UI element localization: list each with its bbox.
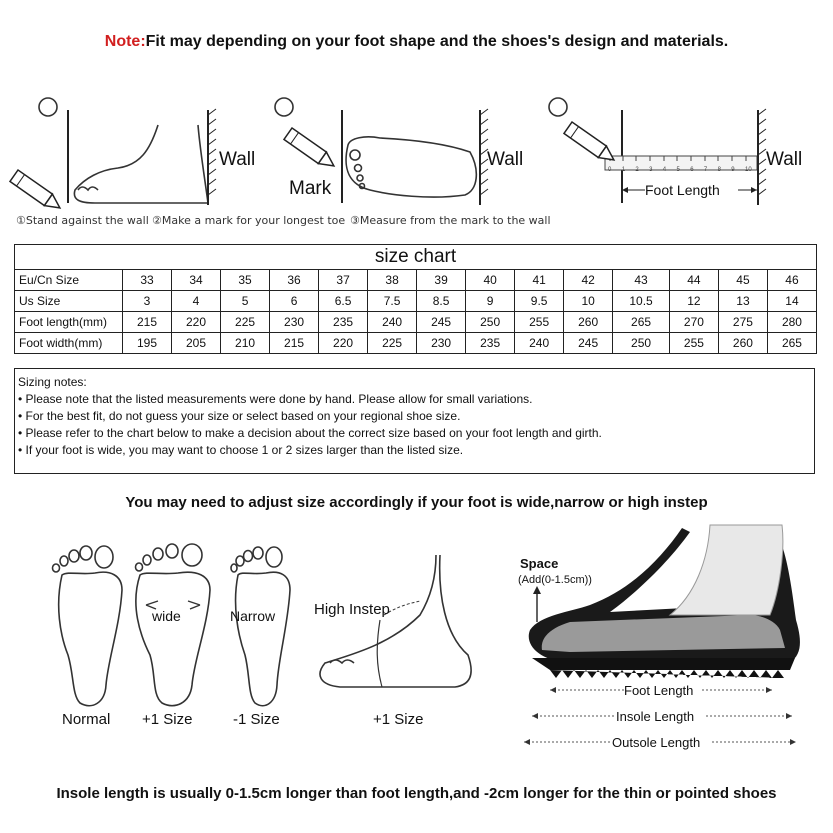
size-chart-cell: 10.5 (613, 291, 670, 312)
size-chart-cell: 240 (368, 312, 417, 333)
sizing-note-3: • Please refer to the chart below to make a decision about the correct size based on your foot length and girth. (18, 426, 602, 440)
size-chart-title: size chart (15, 245, 817, 270)
wide-label: wide (152, 608, 181, 624)
size-chart-cell: 275 (718, 312, 767, 333)
ruler-number: 8 (717, 167, 721, 173)
high-instep-foot-drawing (320, 555, 471, 687)
wall-label-3: Wall (766, 149, 803, 170)
size-chart-cell: 250 (466, 312, 515, 333)
adjust-size-heading: You may need to adjust size accordingly if your foot is wide,narrow or high instep (125, 494, 708, 511)
ruler-number: 9 (731, 167, 735, 173)
ruler-number: 0 (608, 167, 612, 173)
size-chart-cell: 8.5 (417, 291, 466, 312)
ruler-number: 3 (649, 167, 653, 173)
size-chart-row (15, 291, 817, 312)
fit-note (0, 33, 833, 51)
shoe-drawing (529, 525, 800, 678)
size-chart-cell: 260 (718, 333, 767, 354)
ruler-number: 4 (662, 167, 667, 173)
size-chart-row-label: Foot width(mm) (15, 333, 123, 354)
size-chart-cell: 225 (368, 333, 417, 354)
note-text: Fit may depending on your foot shape and the shoes's design and materials. (145, 33, 729, 50)
size-chart-cell: 265 (767, 333, 816, 354)
size-chart-cell: 36 (270, 270, 319, 291)
size-chart-cell: 4 (172, 291, 221, 312)
step-1-caption: ①Stand against the wall (16, 214, 149, 227)
size-chart-cell: 240 (515, 333, 564, 354)
size-chart-cell: 41 (515, 270, 564, 291)
size-chart-cell: 220 (172, 312, 221, 333)
size-chart-row-label: Foot length(mm) (15, 312, 123, 333)
size-chart-row-label: Eu/Cn Size (15, 270, 123, 291)
size-chart-cell: 225 (221, 312, 270, 333)
size-chart-cell: 255 (515, 312, 564, 333)
shoe-foot-length-label: Foot Length (624, 683, 694, 698)
size-chart-cell: 40 (466, 270, 515, 291)
foot-types-illustration (0, 535, 510, 715)
normal-foot-drawing (53, 546, 123, 706)
note-prefix: Note: (104, 33, 146, 50)
wide-foot-label: +1 Size (142, 711, 193, 728)
sizing-note-1: • Please note that the listed measurements were done by hand. Please allow for small variations. (18, 392, 533, 406)
size-chart-cell: 220 (319, 333, 368, 354)
foot-length-measure-label: Foot Length (645, 182, 720, 198)
sizing-notes (14, 368, 815, 474)
size-chart-cell: 265 (613, 312, 670, 333)
size-chart-row (15, 333, 817, 354)
shoe-diagram (510, 520, 833, 765)
size-chart-cell: 38 (368, 270, 417, 291)
sizing-note-2: • For the best fit, do not guess your size or select based on your regional shoe size. (18, 409, 461, 423)
wall-label-1: Wall (219, 149, 256, 170)
normal-foot-label: Normal (62, 711, 111, 728)
size-chart-cell: 270 (669, 312, 718, 333)
insole-length-note: Insole length is usually 0-1.5cm longer than foot length,and -2cm longer for the thin or pointed shoes (56, 785, 777, 802)
size-chart-cell: 10 (564, 291, 613, 312)
size-chart-cell: 215 (123, 312, 172, 333)
size-chart-cell: 35 (221, 270, 270, 291)
size-chart-row-label: Us Size (15, 291, 123, 312)
wall-label-2: Wall (487, 149, 524, 170)
ruler-number: 10 (745, 167, 752, 173)
size-chart-cell: 43 (613, 270, 670, 291)
outsole-length-label: Outsole Length (612, 735, 701, 750)
size-chart-cell: 9 (466, 291, 515, 312)
step-3-caption: ③Measure from the mark to the wall (350, 214, 551, 227)
size-chart-cell: 260 (564, 312, 613, 333)
size-chart-cell: 42 (564, 270, 613, 291)
size-chart-cell: 230 (417, 333, 466, 354)
space-add-label: (Add(0-1.5cm)) (518, 574, 592, 586)
size-chart-cell: 12 (669, 291, 718, 312)
size-chart-cell: 255 (669, 333, 718, 354)
size-chart-cell: 7.5 (368, 291, 417, 312)
size-chart-cell: 3 (123, 291, 172, 312)
size-chart-row (15, 312, 817, 333)
sizing-note-4: • If your foot is wide, you may want to choose 1 or 2 sizes larger than the listed size. (18, 443, 464, 457)
size-chart-cell: 245 (417, 312, 466, 333)
narrow-foot-label: -1 Size (233, 711, 280, 728)
ruler-number: 1 (621, 167, 626, 173)
sizing-notes-heading: Sizing notes: (18, 375, 87, 389)
size-chart-cell: 230 (270, 312, 319, 333)
size-chart-cell: 46 (767, 270, 816, 291)
ruler-number: 7 (703, 167, 708, 173)
size-chart-cell: 39 (417, 270, 466, 291)
size-chart-cell: 14 (767, 291, 816, 312)
mark-label: Mark (289, 178, 332, 199)
ruler-number: 5 (676, 167, 680, 173)
size-chart-cell: 280 (767, 312, 816, 333)
size-chart-cell: 6 (270, 291, 319, 312)
step-2-caption: ②Make a mark for your longest toe (152, 214, 346, 227)
size-chart-table (14, 244, 817, 354)
size-chart-cell: 235 (466, 333, 515, 354)
size-chart-cell: 45 (718, 270, 767, 291)
size-chart-cell: 205 (172, 333, 221, 354)
size-chart-row (15, 270, 817, 291)
size-chart-cell: 37 (319, 270, 368, 291)
size-chart-cell: 9.5 (515, 291, 564, 312)
ruler-numbers (605, 167, 757, 177)
high-instep-foot-label: +1 Size (373, 711, 424, 728)
insole-length-label: Insole Length (616, 709, 695, 724)
step-1-drawing (10, 98, 216, 214)
size-chart-cell: 215 (270, 333, 319, 354)
size-chart-cell: 5 (221, 291, 270, 312)
size-chart-cell: 195 (123, 333, 172, 354)
size-chart-cell: 250 (613, 333, 670, 354)
size-chart-cell: 13 (718, 291, 767, 312)
narrow-foot-drawing (231, 547, 290, 706)
high-instep-label: High Instep (314, 601, 390, 618)
space-label: Space (520, 556, 559, 571)
narrow-label: Narrow (230, 608, 276, 624)
wide-foot-drawing (136, 544, 211, 706)
size-chart-cell: 44 (669, 270, 718, 291)
ruler-number: 6 (690, 167, 694, 173)
size-chart-cell: 235 (319, 312, 368, 333)
size-chart-cell: 210 (221, 333, 270, 354)
size-chart-cell: 33 (123, 270, 172, 291)
size-chart-cell: 245 (564, 333, 613, 354)
size-chart-cell: 6.5 (319, 291, 368, 312)
size-chart-cell: 34 (172, 270, 221, 291)
ruler-number: 2 (635, 167, 639, 173)
